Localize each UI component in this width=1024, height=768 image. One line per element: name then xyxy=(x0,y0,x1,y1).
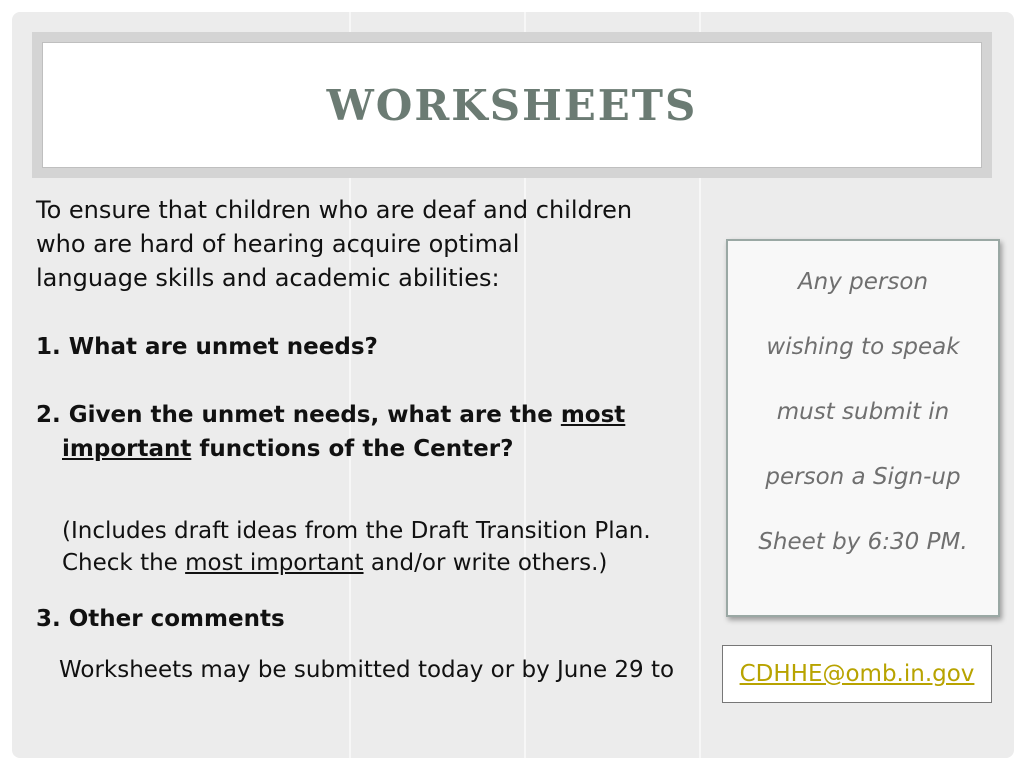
draft-note xyxy=(62,515,742,579)
notice-line: wishing to speak xyxy=(766,334,960,360)
notice-line: Sheet by 6:30 PM. xyxy=(758,529,968,555)
question-2-text: functions of the Center? xyxy=(199,436,514,462)
submission-note: Worksheets may be submitted today or by June 29 to xyxy=(59,657,675,683)
note-text: and/or write others.) xyxy=(370,550,608,576)
slide-title: WORKSHEETS xyxy=(326,80,698,130)
sign-up-notice xyxy=(726,239,1000,617)
question-2 xyxy=(36,398,736,466)
emphasis-important: important xyxy=(62,436,192,462)
title-frame xyxy=(32,32,992,178)
question-1: 1. What are unmet needs? xyxy=(36,334,378,360)
notice-line: must submit in xyxy=(776,399,950,425)
intro-line: who are hard of hearing acquire optimal xyxy=(36,230,520,258)
notice-line: person a Sign-up xyxy=(765,464,961,490)
intro-line: language skills and academic abilities: xyxy=(36,264,500,292)
intro-line: To ensure that children who are deaf and children xyxy=(36,196,633,224)
email-link[interactable]: CDHHE@omb.in.gov xyxy=(739,661,975,687)
email-box xyxy=(722,645,992,703)
emphasis-most-important: most important xyxy=(185,550,364,576)
note-text: Check the xyxy=(62,550,178,576)
notice-line: Any person xyxy=(797,269,929,295)
note-line: (Includes draft ideas from the Draft Transition Plan. xyxy=(62,518,651,544)
slide xyxy=(12,12,1014,758)
intro-paragraph xyxy=(36,193,736,295)
title-box xyxy=(42,42,982,168)
emphasis-most: most xyxy=(560,402,626,428)
question-3: 3. Other comments xyxy=(36,606,285,632)
question-2-text: 2. Given the unmet needs, what are the xyxy=(36,402,553,428)
